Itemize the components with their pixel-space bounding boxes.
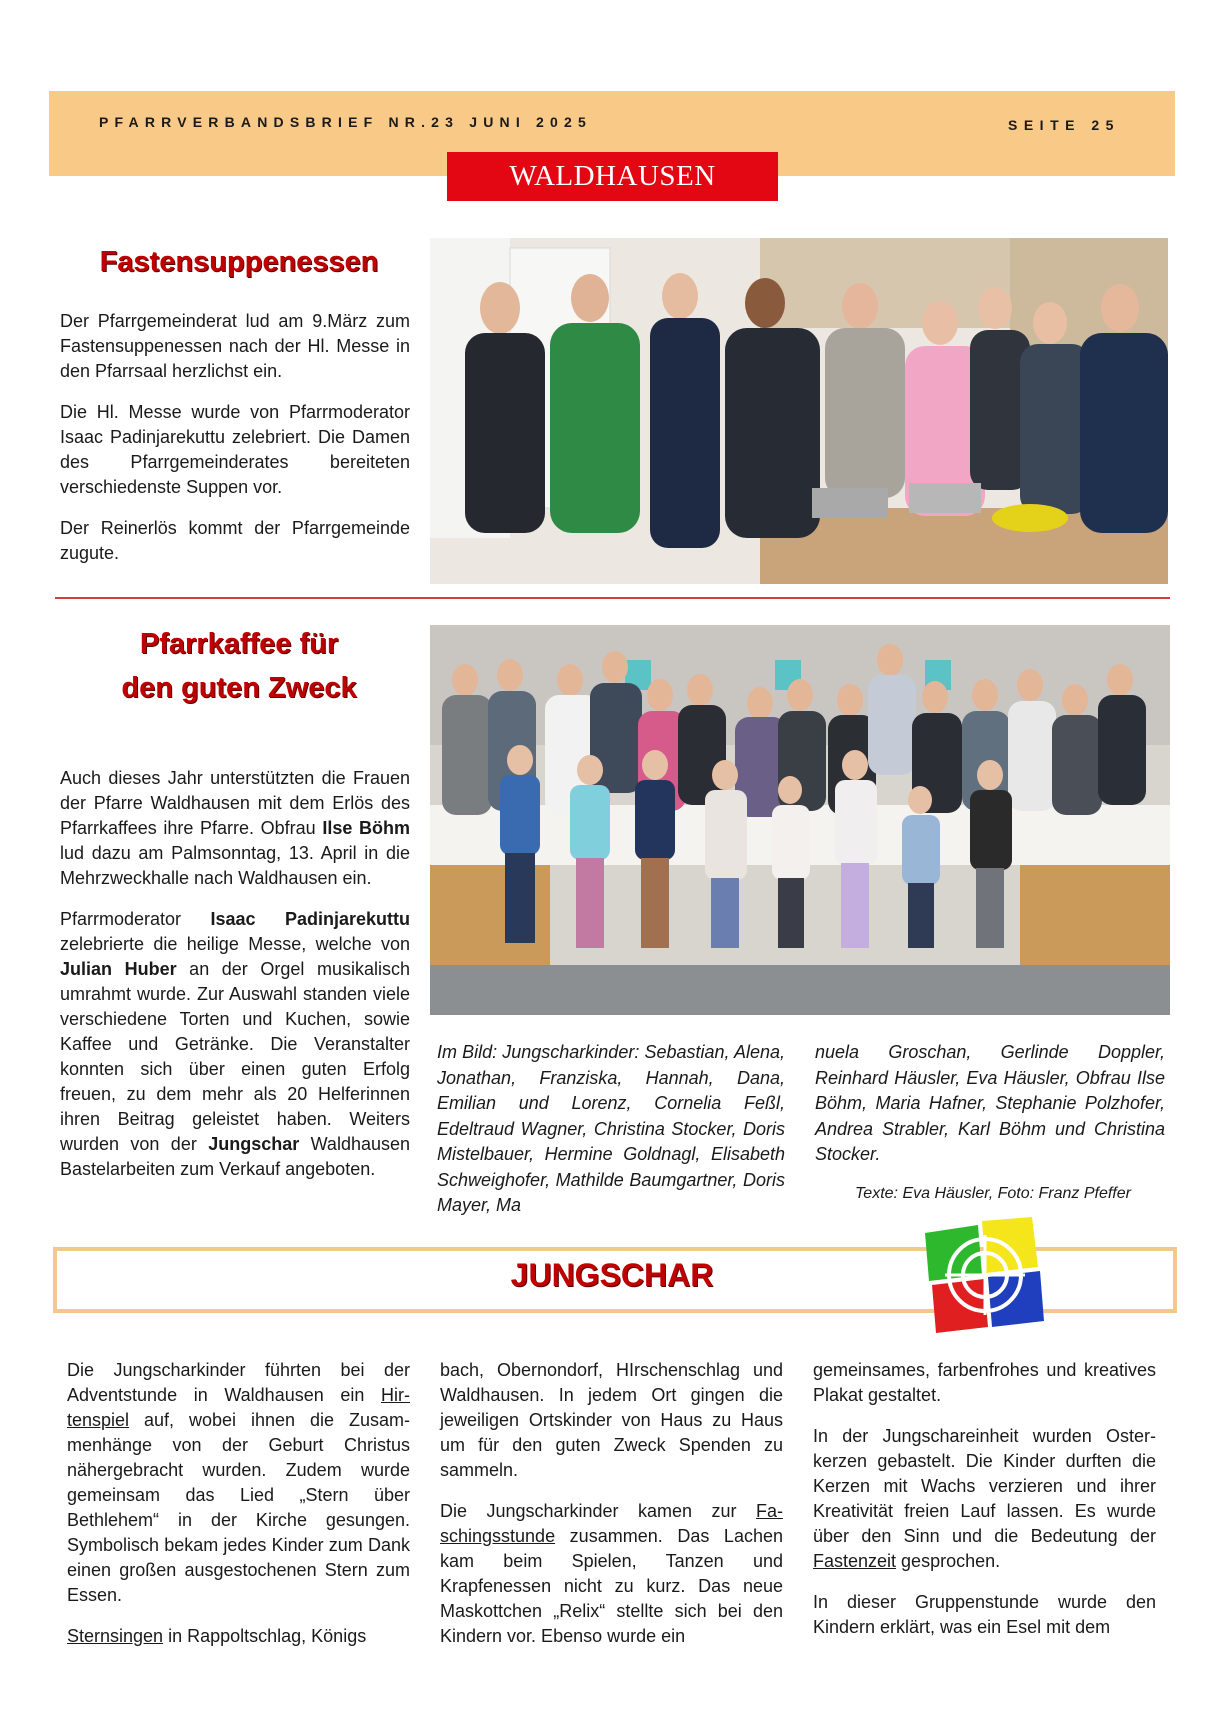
photo-pfarrkaffee-group xyxy=(430,625,1170,1015)
paragraph: gemeinsames, farbenfrohes und kreatives Plakat gestaltet. xyxy=(813,1360,1156,1405)
name-ilse-boehm: Ilse Böhm xyxy=(322,818,410,838)
text: Pfarrmoderator xyxy=(60,909,211,929)
article-body-fastensuppenessen xyxy=(60,309,410,582)
paragraph: Der Reinerlös kommt der Pfarrgemeinde zugute. xyxy=(60,518,410,563)
paragraph xyxy=(67,1624,410,1649)
name-isaac-padinjarekuttu: Isaac Padinjarekuttu xyxy=(210,909,410,929)
paragraph xyxy=(60,907,410,1182)
photo-caption-left: Im Bild: Jungscharkinder: Sebastian, Alena, Jonathan, Franziska, Hannah, Dana, Emilian und Lorenz, Cornelia Feßl, Edeltraud Wagner, Christina Stocker, Doris Mistelbauer, Hermine Goldnagl, Elisabeth Schweighofer, Mathilde Baumgartner, Doris Mayer, Ma xyxy=(437,1042,785,1215)
photo-caption-right: nuela Groschan, Gerlinde Doppler, Reinhard Häusler, Eva Häusler, Obfrau Ilse Böhm, Maria Hafner, Stephanie Polzhofer, Andrea Strabler, Karl Böhm und Christina Stocker. xyxy=(815,1042,1165,1164)
text: zelebrierte die heilige Messe, welche von xyxy=(60,934,410,954)
section-divider xyxy=(55,597,1170,599)
article-body-pfarrkaffee xyxy=(60,766,410,1198)
paragraph xyxy=(440,1499,783,1649)
article-title-jungschar: JUNGSCHAR xyxy=(510,1257,714,1293)
photo-fastensuppenessen-group xyxy=(430,238,1168,584)
jungschar-logo-icon xyxy=(920,1215,1050,1335)
text: In der Jungschareinheit wurden Osterkerzen gebastelt. Die Kinder durften die Kerzen mit Wachs verzieren und ihrer Kreativität freien Lauf lassen. Es wurde über den Sinn und die Bedeutung der xyxy=(813,1426,1156,1546)
text: gesprochen. xyxy=(896,1551,1001,1571)
paragraph: Der Pfarrgemeinderat lud am 9.März zum Fastensuppenessen nach der Hl. Messe in den Pfarrsaal herzlichst ein. xyxy=(60,311,410,381)
text: lud dazu am Palmsonntag, 13. April in die Mehrzweckhalle nach Waldhausen ein. xyxy=(60,843,410,888)
paragraph: In dieser Gruppenstunde wurde den Kindern erklärt, was ein Esel mit dem xyxy=(813,1592,1156,1637)
title-line: Pfarrkaffee für xyxy=(139,628,339,660)
name-julian-huber: Julian Huber xyxy=(60,959,177,979)
text: zusammen. Das Lachen kam beim Spielen, Tanzen und Krapfenessen nicht zu kurz. Das neue Maskottchen „Relix“ stellte sich bei den Kindern vor. Ebenso wurde ein xyxy=(440,1526,783,1646)
text: in Rappoltschlag, Königs xyxy=(163,1626,367,1646)
text: an der Orgel musikalisch umrahmt wurde. Zur Auswahl standen viele verschiedene Torten und Kuchen, sowie Kaffee und Getränke. Die Veranstalter konnten sich über einen guten Erfolg freuen, zu dem mehr als 20 Helferinnen ihren Beitrag geleistet haben. Weiters wurden von der xyxy=(60,959,410,1154)
paragraph xyxy=(67,1358,410,1608)
article-title-fastensuppenessen: Fastensuppenessen xyxy=(99,246,379,278)
paragraph: bach, Obernondorf, HIrschenschlag und Waldhausen. In jedem Ort gingen die jeweiligen Ortskinder von Haus zu Haus um für den guten Zweck Spenden zu sammeln. xyxy=(440,1360,783,1480)
jungschar-column-1 xyxy=(67,1358,410,1665)
page-number: SEITE 25 xyxy=(1008,117,1120,133)
link-fastenzeit: Fastenzeit xyxy=(813,1551,897,1571)
link-sternsingen: Sternsingen xyxy=(67,1626,164,1646)
jungschar-column-3 xyxy=(813,1358,1156,1656)
paragraph xyxy=(60,766,410,891)
text: Die Jungscharkinder kamen zur xyxy=(440,1501,756,1521)
text: Waldhausen Bastelarbeiten zum Verkauf angeboten. xyxy=(60,1134,411,1179)
publication-title: PFARRVERBANDSBRIEF NR.23 JUNI 2025 xyxy=(99,114,592,130)
jungschar-column-2 xyxy=(440,1358,783,1665)
name-jungschar: Jungschar xyxy=(208,1134,300,1154)
text: Auch dieses Jahr unterstützten die Frauen der Pfarre Waldhausen mit dem Erlös des Pfarrkaffees ihre Pfarre. Obfrau xyxy=(60,768,410,838)
parish-banner: WALDHAUSEN xyxy=(447,152,778,201)
text: auf, wobei ihnen die Zusammenhänge von der Geburt Christus nähergebracht wurden. Zudem wurde gemeinsam das Lied „Stern über Bethlehem“ in der Kirche gesungen. Symbolisch bekam jedes Kinder zum Dank einen großen ausgestochenen Stern zum Essen. xyxy=(67,1410,410,1605)
photo-credit: Texte: Eva Häusler, Foto: Franz Pfeffer xyxy=(855,1185,1131,1202)
text: Die Jungscharkinder führten bei der Adventstunde in Waldhausen ein xyxy=(67,1360,410,1405)
paragraph xyxy=(813,1424,1156,1574)
link-faschingsstunde: Faschingsstunde xyxy=(440,1501,783,1546)
paragraph: Die Hl. Messe wurde von Pfarrmoderator Isaac Padinjarekuttu zelebriert. Die Damen des Pfarrgemeinderates bereiteten verschiedenste Suppen vor. xyxy=(60,402,410,497)
article-title-pfarrkaffee xyxy=(55,622,423,710)
link-hirtenspiel: Hirtenspiel xyxy=(67,1385,410,1430)
title-line: den guten Zweck xyxy=(121,672,357,704)
